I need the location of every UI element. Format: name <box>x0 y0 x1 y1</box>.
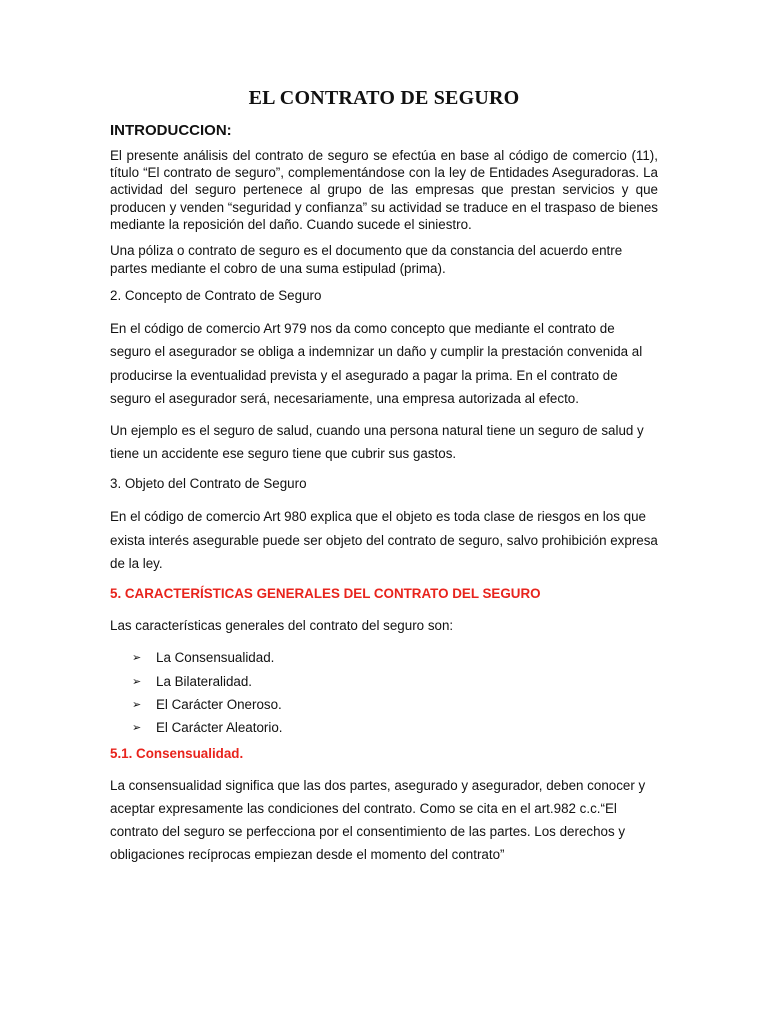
section-5-1-heading: 5.1. Consensualidad. <box>110 745 244 761</box>
document-page <box>110 84 658 876</box>
section-5-heading: 5. CARACTERÍSTICAS GENERALES DEL CONTRATO DEL SEGURO <box>110 586 541 602</box>
arrow-bullet-icon: ➢ <box>132 651 142 665</box>
section-5-paragraph-1: Las características generales del contrato del seguro son: <box>110 618 454 634</box>
section-5-1-paragraph-1: La consensualidad significa que las dos partes, asegurado y asegurador, deben conocer y aceptar expresamente las condiciones del contrato. Como se cita en el art.982 c.c.“El contrato del seguro se perfecciona por el consentimiento de las partes. Los derechos y obligaciones recíprocas empiezan desde el momento del contrato” <box>110 777 646 863</box>
list-item <box>132 646 658 669</box>
list-item-label: La Consensualidad. <box>156 650 275 666</box>
list-item-label: El Carácter Oneroso. <box>156 697 282 713</box>
list-item <box>132 670 658 693</box>
intro-heading: INTRODUCCION: <box>110 122 232 139</box>
list-item <box>132 693 658 716</box>
list-item-label: La Bilateralidad. <box>156 673 253 689</box>
section-3-paragraph-1: En el código de comercio Art 980 explica que el objeto es toda clase de riesgos en los que exista interés asegurable puede ser objeto del contrato de seguro, salvo prohibición expresa de la ley. <box>110 509 658 571</box>
arrow-bullet-icon: ➢ <box>132 698 142 712</box>
section-2-heading: 2. Concepto de Contrato de Seguro <box>110 288 322 304</box>
arrow-bullet-icon: ➢ <box>132 674 142 688</box>
intro-paragraph-2: Una póliza o contrato de seguro es el documento que da constancia del acuerdo entre partes mediante el cobro de una suma estipulad (prima). <box>110 243 623 276</box>
section-3-heading: 3. Objeto del Contrato de Seguro <box>110 476 307 492</box>
list-item-label: El Carácter Aleatorio. <box>156 720 283 736</box>
list-item <box>132 716 658 739</box>
section-2-paragraph-1: En el código de comercio Art 979 nos da como concepto que mediante el contrato de seguro el asegurador se obliga a indemnizar un daño y cumplir la prestación convenida al producirse la eventualidad prevista y el asegurado a pagar la prima. En el contrato de seguro el asegurador será, necesariamente, una empresa autorizada al efecto. <box>110 321 643 406</box>
arrow-bullet-icon: ➢ <box>132 721 142 735</box>
characteristics-list <box>132 646 658 740</box>
section-2-paragraph-2: Un ejemplo es el seguro de salud, cuando una persona natural tiene un seguro de salud y tiene un accidente ese seguro tiene que cubrir sus gastos. <box>110 423 644 462</box>
intro-paragraph-1: El presente análisis del contrato de seguro se efectúa en base al código de comercio (11), título “El contrato de seguro”, complementándose con la ley de Entidades Aseguradoras. La actividad del seguro pertenece al grupo de las empresas que prestan servicios y que producen y venden “seguridad y confianza” su actividad se traduce en el traspaso de bienes mediante la reposición del daño. Cuando sucede el siniestro. <box>110 148 658 232</box>
document-title: EL CONTRATO DE SEGURO <box>248 87 520 109</box>
